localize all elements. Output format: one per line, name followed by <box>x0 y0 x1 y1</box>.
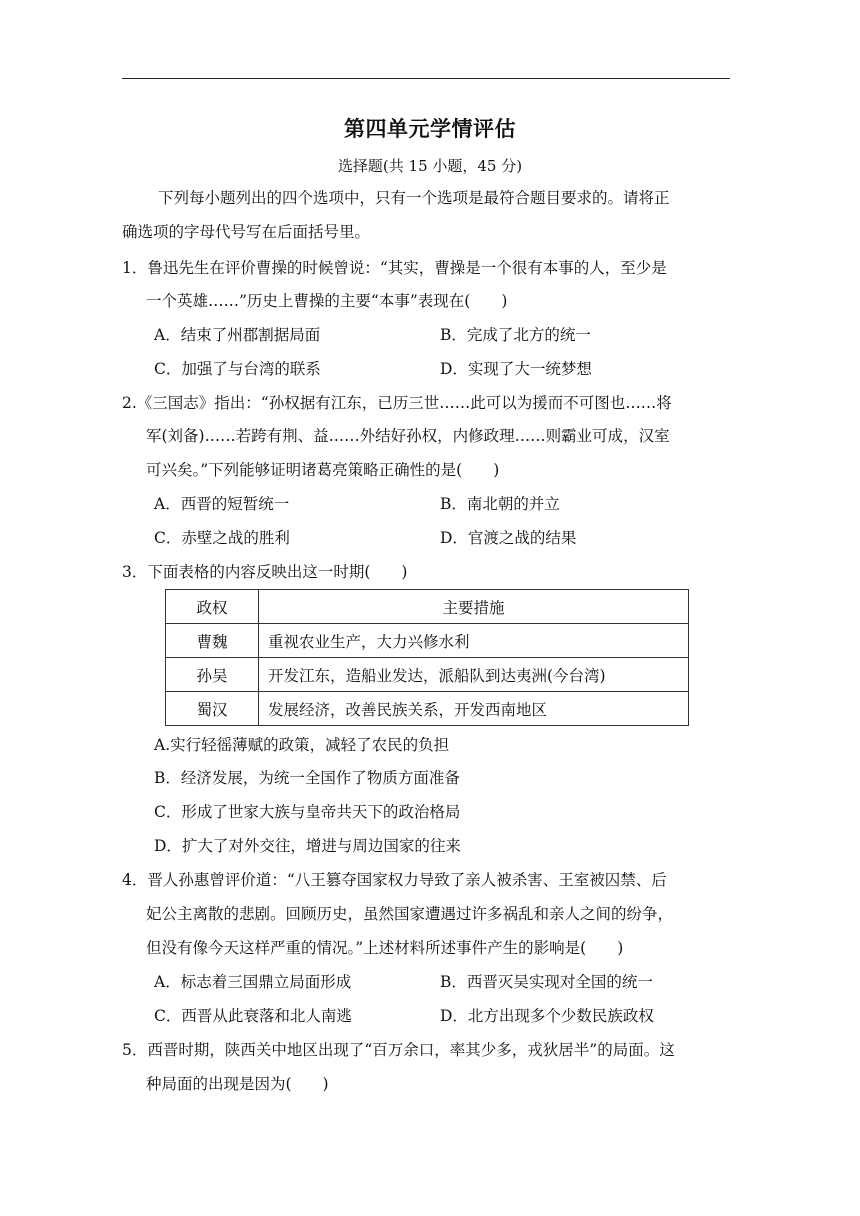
question-2-option-b: B．南北朝的并立 <box>440 495 560 513</box>
measures-table <box>165 589 689 726</box>
table-row <box>166 658 689 692</box>
question-2-option-d: D．官渡之战的结果 <box>440 529 577 547</box>
question-4-option-b: B．西晋灭吴实现对全国的统一 <box>440 973 653 991</box>
question-3-line-1: 3．下面表格的内容反映出这一时期( ) <box>122 563 408 581</box>
question-3-option-d: D．扩大了对外交往，增进与周边国家的往来 <box>154 837 461 855</box>
question-4-line-1: 4．晋人孙惠曾评价道：“八王篡夺国家权力导致了亲人被杀害、王室被囚禁、后 <box>122 871 667 889</box>
question-4-line-3: 但没有像今天这样严重的情况。”上述材料所述事件产生的影响是( ) <box>146 939 624 957</box>
table-cell-measures: 发展经济，改善民族关系，开发西南地区 <box>259 692 689 726</box>
question-3-option-b: B．经济发展，为统一全国作了物质方面准备 <box>154 769 460 787</box>
question-1-option-c: C．加强了与台湾的联系 <box>154 360 321 378</box>
question-5-line-2: 种局面的出现是因为( ) <box>146 1075 329 1093</box>
question-1-line-2: 一个英雄……”历史上曹操的主要“本事”表现在( ) <box>146 292 508 310</box>
table-row <box>166 624 689 658</box>
instructions-line-1: 下列每小题列出的四个选项中，只有一个选项是最符合题目要求的。请将正 <box>158 189 670 207</box>
page-title: 第四单元学情评估 <box>344 117 516 141</box>
table-cell-measures: 重视农业生产，大力兴修水利 <box>259 624 689 658</box>
question-4-line-2: 妃公主离散的悲剧。回顾历史，虽然国家遭遇过许多祸乱和亲人之间的纷争， <box>146 905 674 923</box>
table-cell-regime: 蜀汉 <box>166 692 259 726</box>
question-1-option-a: A．结束了州郡割据局面 <box>154 326 321 344</box>
table-cell-regime: 孙吴 <box>166 658 259 692</box>
question-4-option-d: D．北方出现多个少数民族政权 <box>440 1007 654 1025</box>
table-cell-measures: 开发江东，造船业发达，派船队到达夷洲(今台湾) <box>259 658 689 692</box>
question-3-option-a: A.实行轻徭薄赋的政策，减轻了农民的负担 <box>154 736 450 754</box>
table-header-row <box>166 590 689 624</box>
question-4-option-c: C．西晋从此衰落和北人南逃 <box>154 1007 352 1025</box>
question-3-option-c: C．形成了世家大族与皇帝共天下的政治格局 <box>154 803 461 821</box>
table-cell-regime: 曹魏 <box>166 624 259 658</box>
question-1-option-b: B．完成了北方的统一 <box>440 326 591 344</box>
table-header-regime: 政权 <box>166 590 259 624</box>
header-rule <box>122 78 730 79</box>
question-2-line-3: 可兴矣。”下列能够证明诸葛亮策略正确性的是( ) <box>146 461 500 479</box>
question-1-line-1: 1．鲁迅先生在评价曹操的时候曾说：“其实，曹操是一个很有本事的人，至少是 <box>122 259 667 277</box>
question-2-option-c: C．赤壁之战的胜利 <box>154 529 290 547</box>
table-header-measures: 主要措施 <box>259 590 689 624</box>
question-4-option-a: A．标志着三国鼎立局面形成 <box>154 973 352 991</box>
instructions-line-2: 确选项的字母代号写在后面括号里。 <box>122 223 371 241</box>
section-subtitle: 选择题(共 15 小题，45 分) <box>337 157 523 175</box>
question-2-line-2: 军(刘备)……若跨有荆、益……外结好孙权，内修政理……则霸业可成，汉室 <box>146 427 670 445</box>
question-2-line-1: 2.《三国志》指出：“孙权据有江东，已历三世……此可以为援而不可图也……将 <box>122 394 672 412</box>
question-1-option-d: D．实现了大一统梦想 <box>440 360 592 378</box>
table-row <box>166 692 689 726</box>
question-5-line-1: 5．西晋时期，陕西关中地区出现了“百万余口，率其少多，戎狄居半”的局面。这 <box>122 1041 675 1059</box>
question-2-option-a: A．西晋的短暂统一 <box>154 495 290 513</box>
